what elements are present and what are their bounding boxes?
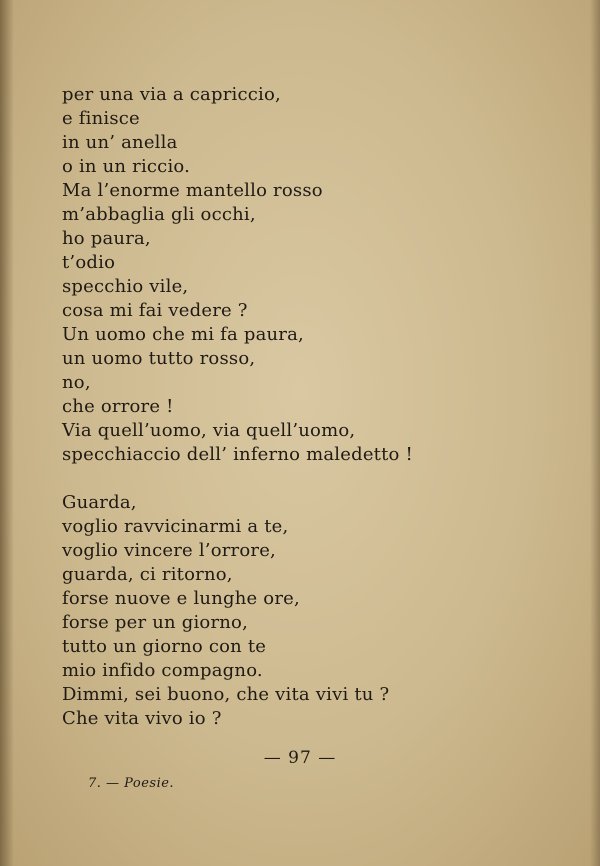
stanza-1 bbox=[62, 83, 562, 467]
poem-line: Via quell’uomo, via quell’uomo, bbox=[62, 420, 356, 441]
poem-line: specchio vile, bbox=[62, 276, 189, 297]
poem-line: specchiaccio dell’ inferno maledetto ! bbox=[62, 444, 413, 465]
poem-line: tutto un giorno con te bbox=[62, 636, 267, 657]
poem-line: Ma l’enorme mantello rosso bbox=[62, 180, 323, 201]
page-left-edge bbox=[0, 0, 14, 866]
poem-line: m’abbaglia gli occhi, bbox=[62, 204, 256, 225]
poem-line: Dimmi, sei buono, che vita vivi tu ? bbox=[62, 684, 390, 705]
poem-line: un uomo tutto rosso, bbox=[62, 348, 256, 369]
poem-line: e finisce bbox=[62, 108, 140, 129]
poem-line: voglio ravvicinarmi a te, bbox=[62, 516, 289, 537]
poem-line: Guarda, bbox=[62, 492, 137, 513]
poem-line: per una via a capriccio, bbox=[62, 84, 281, 105]
poem-text bbox=[62, 83, 562, 731]
poem-line: voglio vincere l’orrore, bbox=[62, 540, 276, 561]
footer-signature: 7. — Poesie. bbox=[88, 776, 175, 791]
poem-line: Un uomo che mi fa paura, bbox=[62, 324, 304, 345]
poem-line: guarda, ci ritorno, bbox=[62, 564, 233, 585]
poem-line: no, bbox=[62, 372, 91, 393]
poem-line: o in un riccio. bbox=[62, 156, 191, 177]
poem-line: in un’ anella bbox=[62, 132, 178, 153]
poem-line: Che vita vivo io ? bbox=[62, 708, 222, 729]
poem-line: mio infido compagno. bbox=[62, 660, 263, 681]
poem-line: che orrore ! bbox=[62, 396, 174, 417]
poem-line: forse per un giorno, bbox=[62, 612, 248, 633]
poem-line: ho paura, bbox=[62, 228, 151, 249]
poem-line: forse nuove e lunghe ore, bbox=[62, 588, 300, 609]
poem-line: cosa mi fai vedere ? bbox=[62, 300, 248, 321]
stanza-2 bbox=[62, 491, 562, 731]
page-number: — 97 — bbox=[263, 748, 337, 768]
poem-line: t’odio bbox=[62, 252, 116, 273]
page-right-edge bbox=[590, 0, 600, 866]
